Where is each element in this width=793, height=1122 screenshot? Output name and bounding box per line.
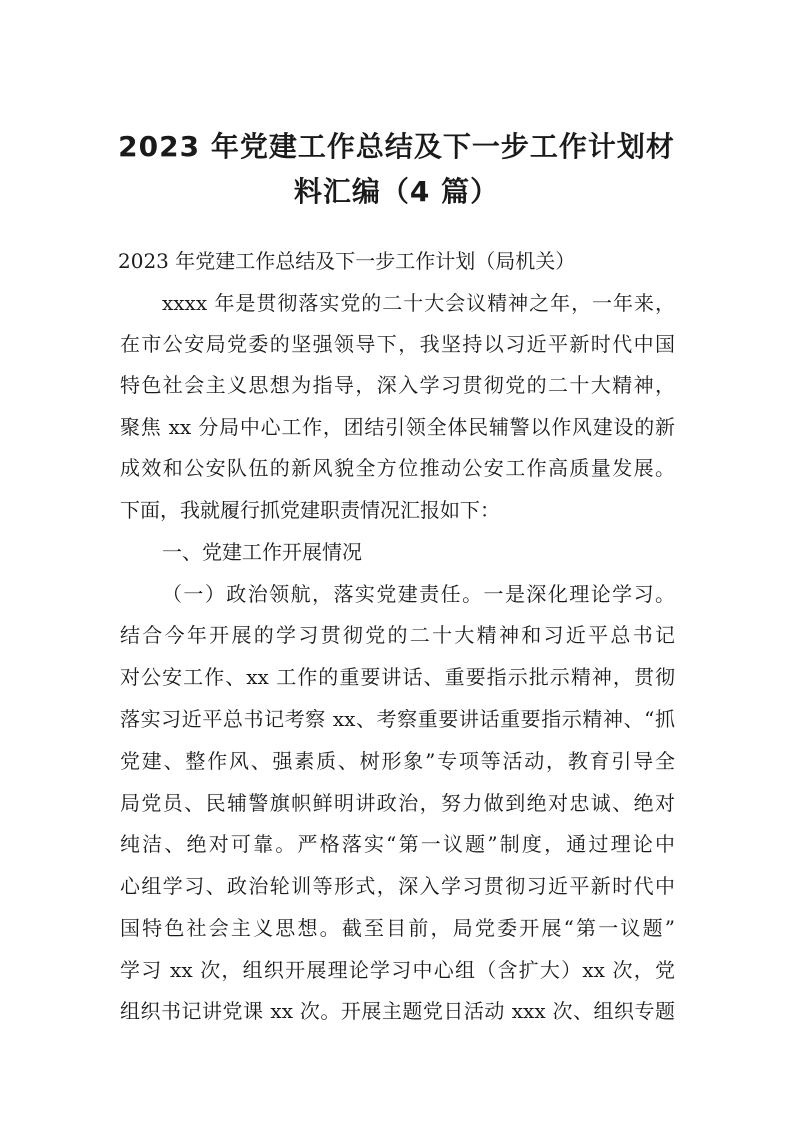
paragraph2-line: 纯洁、绝对可靠。严格落实“第一议题”制度，通过理论中 [120, 832, 675, 856]
paragraph1-line: xxxx 年是贯彻落实党的二十大会议精神之年，一年来， [162, 291, 675, 315]
paragraph2-line: 党建、整作风、强素质、树形象”专项等活动，教育引导全 [120, 749, 675, 773]
paragraph2-line: 组织书记讲党课 xx 次。开展主题党日活动 xxx 次、组织专题 [120, 999, 675, 1023]
paragraph1-line: 特色社会主义思想为指导，深入学习贯彻党的二十大精神， [120, 373, 675, 397]
paragraph1-line: 下面，我就履行抓党建职责情况汇报如下： [120, 498, 500, 522]
article-subtitle: 2023 年党建工作总结及下一步工作计划（局机关） [118, 249, 576, 273]
paragraph2-line: （一）政治领航，落实党建责任。一是深化理论学习。 [162, 582, 675, 606]
paragraph1-line: 在市公安局党委的坚强领导下，我坚持以习近平新时代中国 [120, 332, 675, 356]
section-heading: 一、党建工作开展情况 [162, 540, 362, 564]
document-title-line-1: 2023 年党建工作总结及下一步工作计划材 [118, 130, 675, 163]
paragraph2-line: 结合今年开展的学习贯彻党的二十大精神和习近平总书记 [120, 623, 675, 647]
paragraph1-line: 成效和公安队伍的新风貌全方位推动公安工作高质量发展。 [120, 456, 675, 480]
paragraph2-line: 对公安工作、xx 工作的重要讲话、重要指示批示精神，贯彻 [120, 665, 675, 689]
paragraph1-line: 聚焦 xx 分局中心工作，团结引领全体民辅警以作风建设的新 [120, 415, 675, 439]
paragraph2-line: 心组学习、政治轮训等形式，深入学习贯彻习近平新时代中 [120, 874, 675, 898]
paragraph2-line: 国特色社会主义思想。截至目前，局党委开展“第一议题” [120, 916, 675, 940]
paragraph2-line: 落实习近平总书记考察 xx、考察重要讲话重要指示精神、“抓 [120, 707, 675, 731]
document-title-line-2: 料汇编（4 篇） [293, 175, 500, 208]
paragraph2-line: 学习 xx 次，组织开展理论学习中心组（含扩大）xx 次，党 [120, 958, 675, 982]
paragraph2-line: 局党员、民辅警旗帜鲜明讲政治，努力做到绝对忠诚、绝对 [120, 791, 675, 815]
